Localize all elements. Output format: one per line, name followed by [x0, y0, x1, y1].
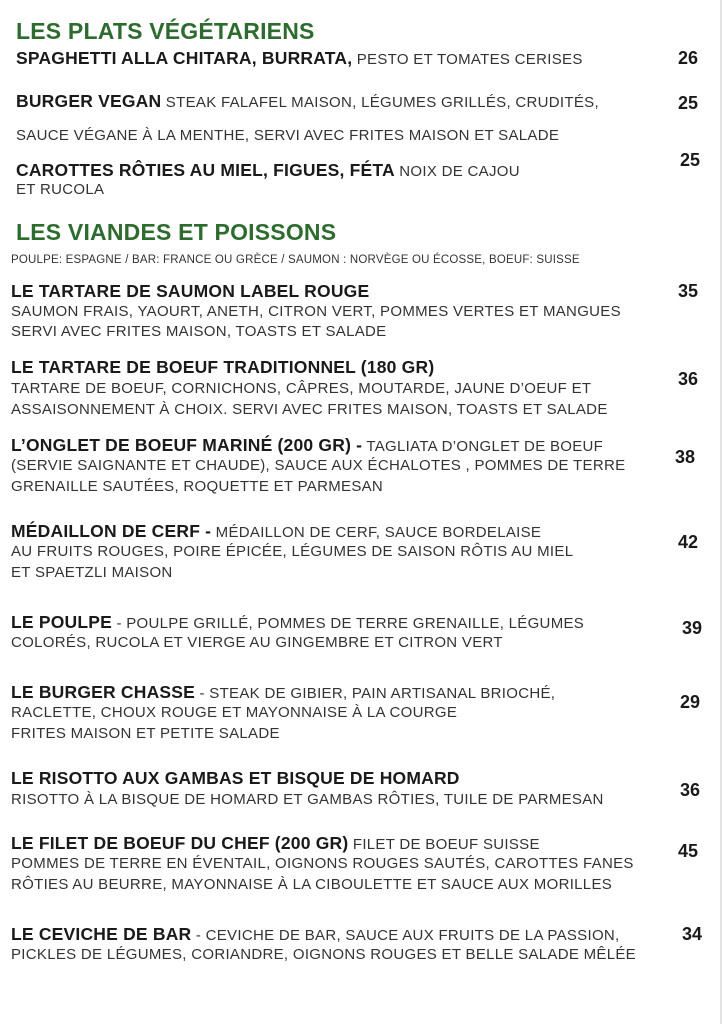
item-title: BURGER VEGAN — [16, 91, 162, 111]
item-title: L’ONGLET DE BOEUF MARINÉ (200 GR) - — [11, 435, 363, 455]
menu-item-poulpe — [11, 612, 584, 633]
item-title: SPAGHETTI ALLA CHITARA, BURRATA, — [16, 48, 353, 68]
menu-item-medaillon — [11, 521, 541, 542]
item-price: 35 — [678, 281, 699, 301]
item-price: 25 — [680, 150, 701, 170]
item-price: 38 — [675, 447, 696, 467]
item-desc: TAGLIATA D’ONGLET DE BOEUF — [362, 438, 604, 455]
item-desc-line: ASSAISONNEMENT À CHOIX. SERVI AVEC FRITES MAISON, TOASTS ET SALADE — [11, 401, 608, 418]
item-title: LE RISOTTO AUX GAMBAS ET BISQUE DE HOMARD — [11, 768, 460, 788]
section-heading-vegetarian: LES PLATS VÉGÉTARIENS — [16, 18, 315, 44]
item-price: 36 — [678, 369, 699, 389]
menu-item-burger-chasse — [11, 682, 555, 703]
item-price: 42 — [678, 532, 699, 552]
item-desc-line: SAUCE VÉGANE À LA MENTHE, SERVI AVEC FRITES MAISON ET SALADE — [16, 127, 560, 144]
item-desc-line: TARTARE DE BOEUF, CORNICHONS, CÂPRES, MOUTARDE, JAUNE D’OEUF ET — [11, 380, 592, 397]
item-desc-line: RISOTTO À LA BISQUE DE HOMARD ET GAMBAS RÔTIES, TUILE DE PARMESAN — [11, 791, 604, 808]
item-price: 25 — [678, 93, 699, 113]
item-desc-line: FRITES MAISON ET PETITE SALADE — [11, 725, 280, 742]
item-title: LE TARTARE DE BOEUF TRADITIONNEL (180 GR) — [11, 357, 435, 377]
menu-item-burger-vegan — [16, 91, 599, 112]
menu-item-carottes — [16, 160, 520, 181]
menu-item-ceviche — [11, 924, 620, 945]
item-desc-line: SAUMON FRAIS, YAOURT, ANETH, CITRON VERT, POMMES VERTES ET MANGUES — [11, 303, 621, 320]
item-desc-line: SERVI AVEC FRITES MAISON, TOASTS ET SALADE — [11, 323, 387, 340]
item-desc-line: COLORÉS, RUCOLA ET VIERGE AU GINGEMBRE ET CITRON VERT — [11, 634, 503, 651]
item-desc: MÉDAILLON DE CERF, SAUCE BORDELAISE — [211, 524, 542, 541]
menu-item-spaghetti — [16, 48, 583, 69]
item-title: LE CEVICHE DE BAR — [11, 924, 192, 944]
item-desc: - POULPE GRILLÉ, POMMES DE TERRE GRENAILLE, LÉGUMES — [111, 615, 585, 632]
menu-item-filet-boeuf — [11, 833, 540, 854]
item-price: 39 — [682, 618, 703, 638]
item-price: 45 — [678, 841, 699, 861]
item-price: 34 — [682, 924, 703, 944]
item-desc: - STEAK DE GIBIER, PAIN ARTISANAL BRIOCHÉ, — [195, 685, 556, 702]
item-desc-line: ET RUCOLA — [16, 181, 105, 198]
menu-item-onglet — [11, 435, 603, 456]
item-price: 29 — [680, 692, 701, 712]
item-title: LE BURGER CHASSE — [11, 682, 196, 702]
item-desc-line: GRENAILLE SAUTÉES, ROQUETTE ET PARMESAN — [11, 478, 384, 495]
section-heading-meat-fish: LES VIANDES ET POISSONS — [16, 219, 337, 245]
item-desc: - CEVICHE DE BAR, SAUCE AUX FRUITS DE LA PASSION, — [191, 927, 620, 944]
item-title: LE TARTARE DE SAUMON LABEL ROUGE — [11, 281, 370, 301]
item-price: 26 — [678, 48, 699, 68]
item-price: 36 — [680, 780, 701, 800]
item-desc-line: (SERVIE SAIGNANTE ET CHAUDE), SAUCE AUX ÉCHALOTES , POMMES DE TERRE — [11, 457, 626, 474]
item-desc-line: RÔTIES AU BEURRE, MAYONNAISE À LA CIBOULETTE ET SAUCE AUX MORILLES — [11, 876, 613, 893]
item-desc: PESTO ET TOMATES CERISES — [352, 51, 583, 68]
item-desc: STEAK FALAFEL MAISON, LÉGUMES GRILLÉS, CRUDITÉS, — [161, 94, 599, 111]
item-desc-line: PICKLES DE LÉGUMES, CORIANDRE, OIGNONS ROUGES ET BELLE SALADE MÊLÉE — [11, 946, 636, 963]
item-desc-line: ET SPAETZLI MAISON — [11, 564, 173, 581]
item-title: LE POULPE — [11, 612, 112, 632]
item-desc-line: RACLETTE, CHOUX ROUGE ET MAYONNAISE À LA COURGE — [11, 704, 458, 721]
item-title: MÉDAILLON DE CERF - — [11, 521, 212, 541]
item-title: CAROTTES RÔTIES AU MIEL, FIGUES, FÉTA — [16, 160, 395, 180]
item-desc-line: AU FRUITS ROUGES, POIRE ÉPICÉE, LÉGUMES DE SAISON RÔTIS AU MIEL — [11, 543, 574, 560]
item-desc-line: POMMES DE TERRE EN ÉVENTAIL, OIGNONS ROUGES SAUTÉS, CAROTTES FANES — [11, 855, 634, 872]
origin-note: POULPE: ESPAGNE / BAR: FRANCE OU GRÈCE / SAUMON : NORVÈGE OU ÉCOSSE, BOEUF: SUISSE — [11, 254, 580, 266]
item-title: LE FILET DE BOEUF DU CHEF (200 GR) — [11, 833, 349, 853]
item-desc: NOIX DE CAJOU — [394, 163, 520, 180]
item-desc: FILET DE BOEUF SUISSE — [348, 836, 540, 853]
